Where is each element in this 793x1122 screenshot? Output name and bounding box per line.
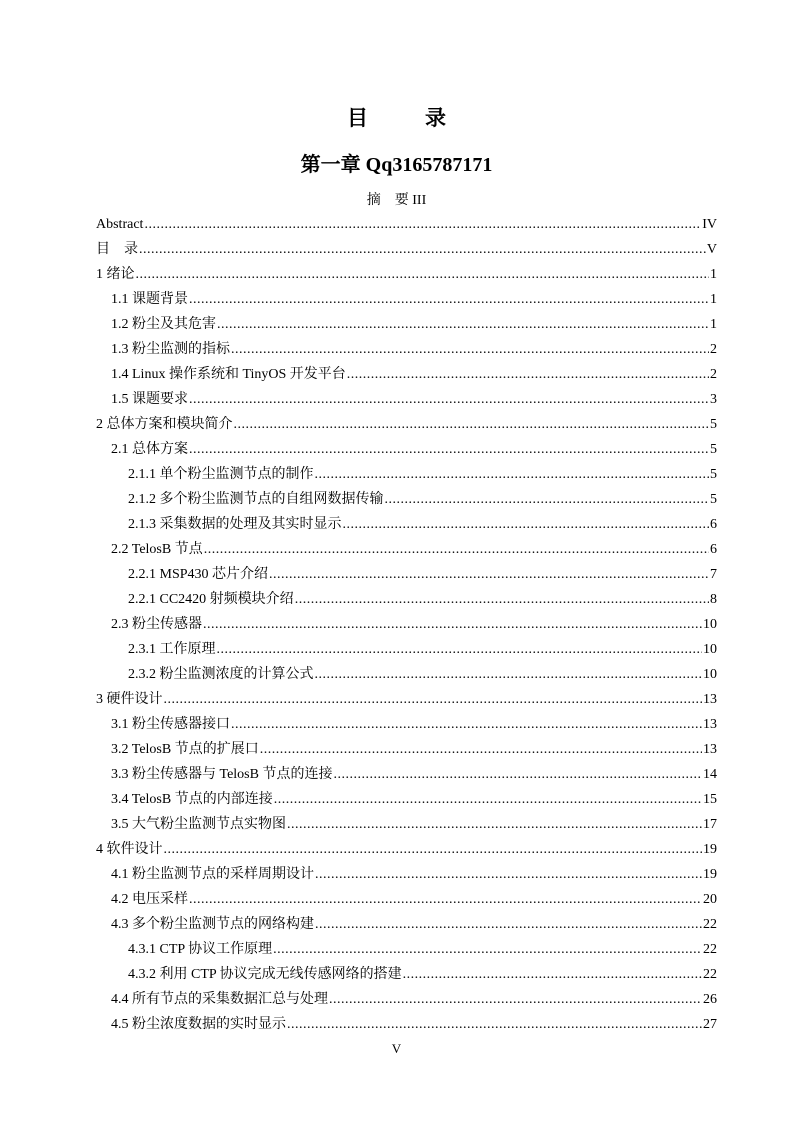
- toc-entry-title: 4.1 粉尘监测节点的采样周期设计: [111, 867, 314, 882]
- toc-entry: [96, 687, 717, 712]
- toc-entry: [96, 412, 717, 437]
- toc-entry: [96, 887, 717, 912]
- toc-entry: [96, 462, 717, 487]
- toc-entry-page: 19: [703, 867, 717, 882]
- toc-entry: [96, 362, 717, 387]
- toc-leader-dots: [315, 662, 703, 687]
- toc-entry-title: 1.4 Linux 操作系统和 TinyOS 开发平台: [111, 367, 346, 382]
- toc-entry-page: 19: [703, 842, 717, 857]
- toc-entry: [96, 712, 717, 737]
- toc-entry: [96, 662, 717, 687]
- toc-entry-page: 5: [710, 442, 717, 457]
- toc-leader-dots: [136, 262, 710, 287]
- toc-entry-title: 3.4 TelosB 节点的内部连接: [111, 792, 273, 807]
- toc-leader-dots: [217, 312, 709, 337]
- toc-leader-dots: [329, 987, 702, 1012]
- toc-leader-dots: [385, 487, 710, 512]
- toc-leader-dots: [315, 912, 702, 937]
- toc-entry-title: 3.2 TelosB 节点的扩展口: [111, 742, 259, 757]
- toc-entry-page: 26: [703, 992, 717, 1007]
- toc-entry: [96, 762, 717, 787]
- page-title: 目 录: [347, 106, 464, 130]
- toc-entry-page: 13: [703, 717, 717, 732]
- toc-entry: [96, 837, 717, 862]
- toc-leader-dots: [189, 287, 709, 312]
- toc-entry-title: 4.3.2 利用 CTP 协议完成无线传感网络的搭建: [128, 967, 402, 982]
- toc-entry-title: 4 软件设计: [96, 842, 163, 857]
- toc-leader-dots: [189, 437, 709, 462]
- toc-leader-dots: [203, 612, 702, 637]
- toc-entry-page: IV: [702, 217, 717, 232]
- toc-entry: [96, 262, 717, 287]
- toc-entry: [96, 737, 717, 762]
- toc-entry-title: 3.5 大气粉尘监测节点实物图: [111, 817, 286, 832]
- table-of-contents: [96, 212, 717, 1037]
- toc-entry: [96, 337, 717, 362]
- toc-entry-page: 5: [710, 417, 717, 432]
- toc-entry-title: 1.1 课题背景: [111, 292, 188, 307]
- chapter-heading: 第一章 Qq3165787171: [300, 154, 493, 176]
- toc-entry-title: 4.3 多个粉尘监测节点的网络构建: [111, 917, 314, 932]
- toc-leader-dots: [139, 237, 706, 262]
- toc-entry-page: 22: [703, 942, 717, 957]
- toc-leader-dots: [189, 887, 702, 912]
- toc-leader-dots: [343, 512, 710, 537]
- toc-entry-title: 4.5 粉尘浓度数据的实时显示: [111, 1017, 286, 1032]
- toc-leader-dots: [295, 587, 709, 612]
- toc-entry-title: 2.3 粉尘传感器: [111, 617, 202, 632]
- toc-entry: [96, 587, 717, 612]
- toc-entry: [96, 237, 717, 262]
- toc-entry: [96, 937, 717, 962]
- toc-entry: [96, 212, 717, 237]
- toc-entry-title: 3 硬件设计: [96, 692, 163, 707]
- toc-leader-dots: [315, 462, 710, 487]
- toc-entry: [96, 287, 717, 312]
- toc-entry-page: 1: [710, 267, 717, 282]
- toc-entry: [96, 537, 717, 562]
- toc-entry: [96, 437, 717, 462]
- toc-entry-page: 5: [710, 467, 717, 482]
- toc-leader-dots: [274, 787, 702, 812]
- toc-entry: [96, 987, 717, 1012]
- toc-entry: [96, 812, 717, 837]
- toc-entry-page: 10: [703, 667, 717, 682]
- toc-leader-dots: [234, 412, 710, 437]
- toc-entry-title: 4.3.1 CTP 协议工作原理: [128, 942, 273, 957]
- toc-leader-dots: [260, 737, 702, 762]
- toc-entry-title: 2.2 TelosB 节点: [111, 542, 203, 557]
- toc-entry-title: 3.3 粉尘传感器与 TelosB 节点的连接: [111, 767, 333, 782]
- toc-entry: [96, 787, 717, 812]
- toc-entry-title: Abstract: [96, 217, 144, 232]
- toc-entry-page: 10: [703, 642, 717, 657]
- toc-entry-page: 3: [710, 392, 717, 407]
- toc-entry-page: V: [706, 242, 717, 257]
- toc-leader-dots: [287, 812, 702, 837]
- toc-entry: [96, 512, 717, 537]
- toc-entry: [96, 612, 717, 637]
- toc-leader-dots: [403, 962, 702, 987]
- toc-entry-page: 2: [710, 342, 717, 357]
- toc-leader-dots: [347, 362, 709, 387]
- toc-entry-abstract-zh: 摘 要 III: [366, 193, 427, 208]
- toc-entry: [96, 637, 717, 662]
- toc-leader-dots: [204, 537, 709, 562]
- toc-leader-dots: [333, 762, 702, 787]
- toc-leader-dots: [144, 212, 701, 237]
- toc-entry-page: 22: [703, 967, 717, 982]
- toc-entry-title: 2.2.1 CC2420 射频模块介绍: [128, 592, 294, 607]
- toc-entry-title: 2.1.3 采集数据的处理及其实时显示: [128, 517, 342, 532]
- toc-entry-page: 10: [703, 617, 717, 632]
- toc-entry: [96, 912, 717, 937]
- toc-entry-page: 1: [710, 317, 717, 332]
- toc-entry-page: 8: [710, 592, 717, 607]
- toc-entry-title: 2.2.1 MSP430 芯片介绍: [128, 567, 269, 582]
- toc-entry-title: 2 总体方案和模块简介: [96, 417, 233, 432]
- toc-entry: [96, 487, 717, 512]
- toc-entry: [96, 1012, 717, 1037]
- toc-entry: [96, 862, 717, 887]
- toc-leader-dots: [231, 712, 702, 737]
- toc-entry-title: 1.3 粉尘监测的指标: [111, 342, 230, 357]
- toc-entry-page: 13: [703, 692, 717, 707]
- toc-entry-page: 5: [710, 492, 717, 507]
- toc-entry-page: 1: [710, 292, 717, 307]
- toc-entry-title: 1.2 粉尘及其危害: [111, 317, 216, 332]
- toc-entry-title: 目 录: [96, 242, 138, 257]
- toc-leader-dots: [273, 937, 702, 962]
- toc-entry-title: 2.3.2 粉尘监测浓度的计算公式: [128, 667, 314, 682]
- toc-entry-title: 1.5 课题要求: [111, 392, 188, 407]
- toc-entry-title: 1 绪论: [96, 267, 135, 282]
- toc-entry: [96, 562, 717, 587]
- toc-entry-page: 7: [710, 567, 717, 582]
- toc-leader-dots: [231, 337, 709, 362]
- toc-entry-title: 3.1 粉尘传感器接口: [111, 717, 230, 732]
- toc-entry: [96, 387, 717, 412]
- toc-leader-dots: [164, 837, 703, 862]
- toc-entry-title: 2.1 总体方案: [111, 442, 188, 457]
- toc-entry-page: 15: [703, 792, 717, 807]
- toc-entry-page: 6: [710, 542, 717, 557]
- toc-entry-title: 2.3.1 工作原理: [128, 642, 216, 657]
- toc-entry-page: 6: [710, 517, 717, 532]
- toc-entry: [96, 962, 717, 987]
- toc-entry-page: 2: [710, 367, 717, 382]
- toc-leader-dots: [269, 562, 709, 587]
- toc-leader-dots: [287, 1012, 702, 1037]
- toc-entry-page: 22: [703, 917, 717, 932]
- toc-entry-page: 27: [703, 1017, 717, 1032]
- toc-entry-title: 2.1.1 单个粉尘监测节点的制作: [128, 467, 314, 482]
- toc-entry-title: 2.1.2 多个粉尘监测节点的自组网数据传输: [128, 492, 384, 507]
- page-number: V: [391, 1041, 402, 1056]
- toc-entry: [96, 312, 717, 337]
- toc-entry-page: 14: [703, 767, 717, 782]
- toc-entry-page: 17: [703, 817, 717, 832]
- toc-entry-title: 4.4 所有节点的采集数据汇总与处理: [111, 992, 328, 1007]
- toc-entry-page: 20: [703, 892, 717, 907]
- toc-leader-dots: [315, 862, 702, 887]
- toc-leader-dots: [217, 637, 703, 662]
- toc-entry-page: 13: [703, 742, 717, 757]
- toc-leader-dots: [189, 387, 709, 412]
- toc-entry-title: 4.2 电压采样: [111, 892, 188, 907]
- toc-leader-dots: [164, 687, 703, 712]
